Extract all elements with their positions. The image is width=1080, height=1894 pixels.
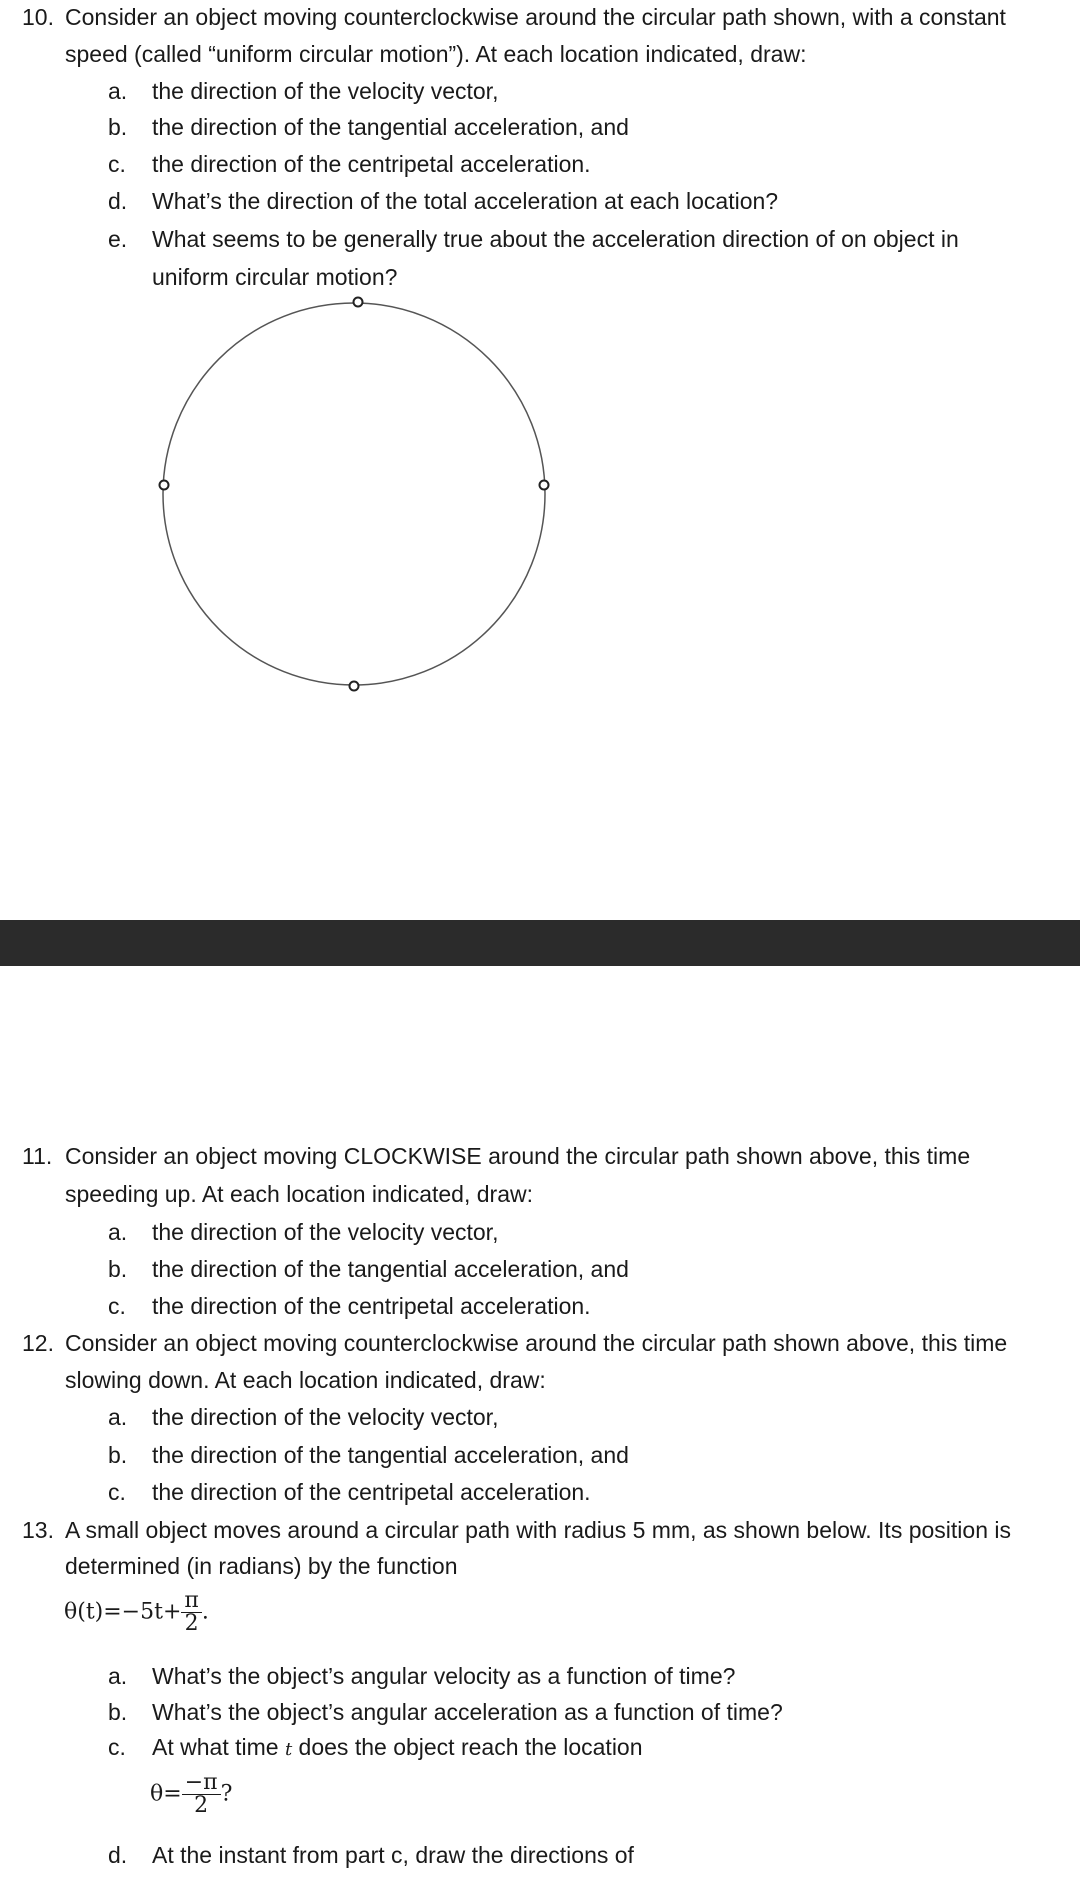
q11-line2: speeding up. At each location indicated, draw: <box>65 1181 533 1207</box>
page-divider <box>0 920 1080 966</box>
q11-item-b: the direction of the tangential acceleration, and <box>152 1256 629 1282</box>
q12-line2: slowing down. At each location indicated, draw: <box>65 1367 546 1393</box>
q13-eq2-fraction <box>182 1772 221 1817</box>
q13-eq2-lhs: θ= <box>150 1781 182 1807</box>
q13-item-c <box>152 1733 643 1764</box>
q13-eq-den: 2 <box>184 1611 199 1636</box>
q10-item-b-letter: b. <box>108 114 128 140</box>
q13-line1: A small object moves around a circular path with radius 5 mm, as shown below. Its position is <box>65 1517 1011 1543</box>
q13-item-a: What’s the object’s angular velocity as a function of time? <box>152 1663 736 1689</box>
q13-number: 13. <box>22 1517 54 1543</box>
q13-item-a-letter: a. <box>108 1663 128 1689</box>
q12-item-c: the direction of the centripetal acceleration. <box>152 1479 591 1505</box>
q13-equation <box>64 1590 209 1635</box>
q11-item-b-letter: b. <box>108 1256 128 1282</box>
q12-item-a-letter: a. <box>108 1404 128 1430</box>
q13-eq2-end: ? <box>220 1781 233 1807</box>
q12-item-b: the direction of the tangential acceleration, and <box>152 1442 629 1468</box>
q13-eq-fraction <box>181 1590 201 1635</box>
q12-item-b-letter: b. <box>108 1442 128 1468</box>
q10-item-c-letter: c. <box>108 151 126 177</box>
q13-item-c-letter: c. <box>108 1734 126 1760</box>
q12-item-c-letter: c. <box>108 1479 126 1505</box>
q13-eq2-num: −π <box>182 1772 221 1795</box>
q11-item-c: the direction of the centripetal acceleration. <box>152 1293 591 1319</box>
q13-eq-end: . <box>201 1599 209 1625</box>
q10-line1: Consider an object moving counterclockwise around the circular path shown, with a constant <box>65 4 1006 30</box>
q13-item-c-text-before: At what time <box>152 1734 285 1760</box>
q13-line2: determined (in radians) by the function <box>65 1553 458 1579</box>
q10-item-a-letter: a. <box>108 78 128 104</box>
q11-item-c-letter: c. <box>108 1293 126 1319</box>
q11-line1: Consider an object moving CLOCKWISE around the circular path shown above, this time <box>65 1143 971 1169</box>
q10-item-b: the direction of the tangential acceleration, and <box>152 114 629 140</box>
q10-item-e-line2: uniform circular motion? <box>152 264 398 290</box>
q13-eq2-den: 2 <box>194 1793 209 1818</box>
location-marker-bottom <box>350 682 359 691</box>
q13-eq-lhs: θ(t)=−5t+ <box>64 1599 182 1625</box>
q13-item-b-letter: b. <box>108 1699 128 1725</box>
q13-item-d: At the instant from part c, draw the directions of <box>152 1842 634 1868</box>
location-marker-left <box>160 481 169 490</box>
circular-path <box>163 303 545 685</box>
q10-item-a: the direction of the velocity vector, <box>152 78 499 104</box>
q13-item-c-text-after: does the object reach the location <box>292 1734 643 1760</box>
q10-item-e-letter: e. <box>108 226 128 252</box>
q11-item-a: the direction of the velocity vector, <box>152 1219 499 1245</box>
location-marker-top <box>354 298 363 307</box>
q10-item-d: What’s the direction of the total acceleration at each location? <box>152 188 779 214</box>
q10-line2: speed (called “uniform circular motion”). At each location indicated, draw: <box>65 41 807 67</box>
q12-line1: Consider an object moving counterclockwise around the circular path shown above, this time <box>65 1330 1008 1356</box>
q12-number: 12. <box>22 1330 54 1356</box>
q13-eq-num: π <box>181 1590 201 1613</box>
q13-item-b: What’s the object’s angular acceleration as a function of time? <box>152 1699 783 1725</box>
q10-item-e: What seems to be generally true about the acceleration direction of on object in <box>152 226 959 252</box>
location-marker-right <box>540 481 549 490</box>
q11-number: 11. <box>22 1143 53 1169</box>
q11-item-a-letter: a. <box>108 1219 128 1245</box>
q10-number: 10. <box>22 4 54 30</box>
q10-item-c: the direction of the centripetal acceleration. <box>152 151 591 177</box>
q13-item-c-var: t <box>284 1739 293 1760</box>
q10-item-d-letter: d. <box>108 188 128 214</box>
q13-equation-2 <box>150 1772 232 1817</box>
q13-item-d-letter: d. <box>108 1842 128 1868</box>
q12-item-a: the direction of the velocity vector, <box>152 1404 499 1430</box>
